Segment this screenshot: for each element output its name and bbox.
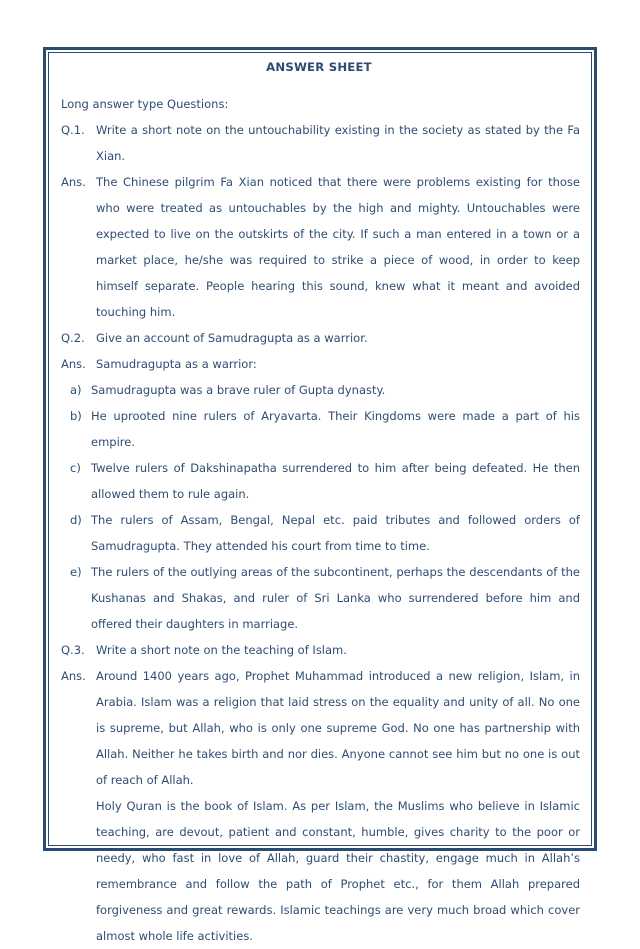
- question-row-3: [58, 637, 580, 663]
- list-item-text: The rulers of Assam, Bengal, Nepal etc. paid tributes and followed orders of Samudragupta. They attended his court from time to time.: [91, 513, 580, 553]
- list-marker: e): [70, 565, 82, 579]
- list-item-text: Samudragupta was a brave ruler of Gupta dynasty.: [91, 383, 386, 397]
- answer-sheet-frame: [43, 47, 597, 943]
- list-marker: c): [70, 461, 81, 475]
- answer-row-1: [58, 169, 580, 325]
- answer-sheet-content: [46, 50, 594, 943]
- list-item: [58, 377, 580, 403]
- answer-paragraph: Around 1400 years ago, Prophet Muhammad introduced a new religion, Islam, in Arabia. Islam was a religion that laid stress on the equality and unity of all. No one is supreme, but Allah, who is only one supreme God. No one has partnership with Allah. Neither he takes birth and nor dies. Anyone cannot see him but no one is out of reach of Allah.: [96, 669, 580, 787]
- question-label-1: Q.1.: [61, 123, 85, 137]
- question-label-2: Q.2.: [61, 331, 85, 345]
- question-text-3: Write a short note on the teaching of Islam.: [96, 643, 347, 657]
- list-marker: d): [70, 513, 82, 527]
- list-item: [58, 507, 580, 559]
- answer-label-1: Ans.: [61, 175, 86, 189]
- list-item-text: Twelve rulers of Dakshinapatha surrendered to him after being defeated. He then allowed them to rule again.: [91, 461, 580, 501]
- list-item: [58, 403, 580, 455]
- question-row-2: [58, 325, 580, 351]
- answer-text-3: [96, 663, 580, 949]
- list-item: [58, 455, 580, 507]
- answer-label-2: Ans.: [61, 357, 86, 371]
- answer-text-1: The Chinese pilgrim Fa Xian noticed that there were problems existing for those who were treated as untouchables by the high and mighty. Untouchables were expected to live on the outskirts of the city. If such a man entered in a town or a market place, he/she was required to strike a piece of wood, in order to keep himself separate. People hearing this sound, knew what it meant and avoided touching him.: [96, 175, 580, 319]
- answer-row-2: [58, 351, 580, 377]
- answer-list-2: [58, 377, 580, 637]
- question-row-1: [58, 117, 580, 169]
- answer-row-3: [58, 663, 580, 949]
- list-item-text: The rulers of the outlying areas of the subcontinent, perhaps the descendants of the Kushanas and Shakas, and ruler of Sri Lanka who surrendered before him and offered their daughters in marriage.: [91, 565, 580, 631]
- page-title: ANSWER SHEET: [266, 60, 372, 74]
- answer-intro-2: Samudragupta as a warrior:: [96, 357, 257, 371]
- question-label-3: Q.3.: [61, 643, 85, 657]
- list-item-text: He uprooted nine rulers of Aryavarta. Their Kingdoms were made a part of his empire.: [91, 409, 580, 449]
- list-item: [58, 559, 580, 637]
- question-text-1: Write a short note on the untouchability existing in the society as stated by the Fa Xian.: [96, 123, 580, 163]
- answer-paragraph: Holy Quran is the book of Islam. As per Islam, the Muslims who believe in Islamic teaching, are devout, patient and constant, humble, gives charity to the poor or needy, who fast in love of Allah, guard their chastity, engage much in Allah’s remembrance and follow the path of Prophet etc., for them Allah prepared forgiveness and great rewards. Islamic teachings are very much broad which cover almost whole life activities.: [96, 799, 580, 943]
- list-marker: a): [70, 383, 82, 397]
- intro-line: Long answer type Questions:: [61, 97, 229, 111]
- question-text-2: Give an account of Samudragupta as a warrior.: [96, 331, 368, 345]
- list-marker: b): [70, 409, 82, 423]
- answer-label-3: Ans.: [61, 669, 86, 683]
